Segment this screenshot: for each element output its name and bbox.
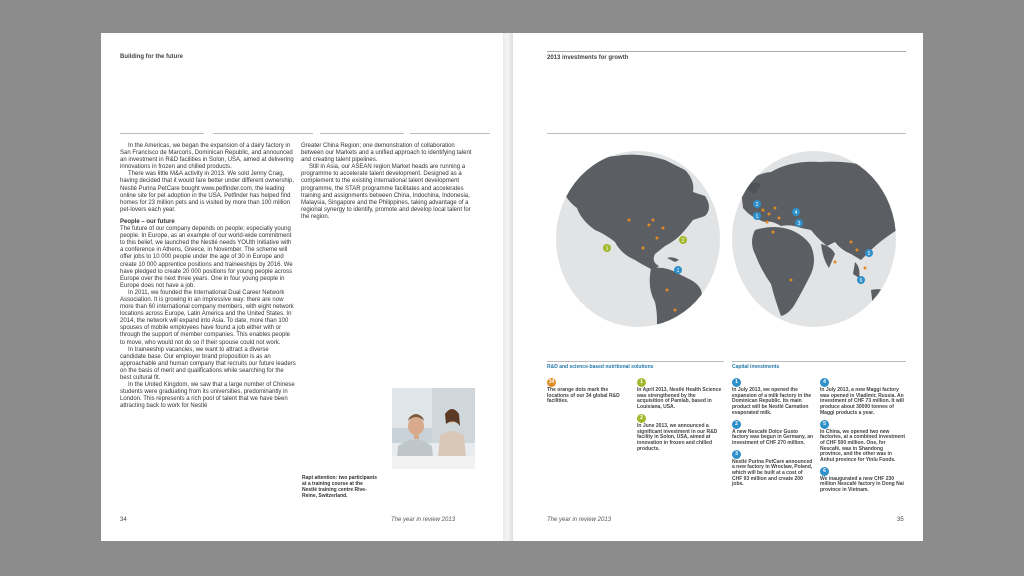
capital-legend-col1 <box>732 378 814 491</box>
svg-text:1: 1 <box>755 214 759 220</box>
legend-text: Nestlé Purina PetCare announced a new factory in Wroclaw, Poland, which will be built at a cost of CHF 93 million and create 200 jobs. <box>732 458 813 488</box>
spine-gutter <box>503 33 513 541</box>
paragraph: In 2011, we founded the International Dual Career Network Association. It is growing in an impressive way: there are now more than 60 international company members, with eight network locations across Europe, Latin America and the United States. In 2014, the network will expand into Asia. To date, more than 100 spouses of mobile employees have found a job either with or through the support of member companies. This enables people to move, who would not do so if their spouse could not work. <box>120 289 294 346</box>
header-rule <box>547 51 906 52</box>
paragraph: Greater China Region; one demonstration of collaboration between our Markets and a unified approach to identifying talent and creating talent pipelines. <box>301 143 472 164</box>
photo-caption: Rapt attention: two participants at a training course at the Nestlé training centre Rive-Reine, Switzerland. <box>302 475 377 499</box>
capital-marker-4: 4 <box>820 378 829 387</box>
svg-text:6: 6 <box>859 278 863 284</box>
paragraph: There was little M&A activity in 2013. We sold Jenny Craig, having decided that it would fare better under different ownership. Nestlé Purina PetCare bought www.petfinder.com, the leading online site for pet adoption in the USA. Petfinder has helped find homes for 23 million pets and is visited by more than 100 million pet-lovers each year. <box>120 171 294 213</box>
paragraph: The future of our company depends on people; especially young people. In Europe, as an example of our world-wide commitment to this belief, we launched the Nestlé needs YOUth Initiative with a conference in Athens, Greece, in November. The scheme will offer jobs to 10 000 people under the age of 30 in Europe and create 10 000 apprentice positions and traineeships by 2016. We have pledged to create 20 000 positions for young people across Europe over the next three years. One in four young people in Europe does not have a job. <box>120 226 293 289</box>
right-page <box>513 33 923 541</box>
paragraph: Still in Asia, our ASEAN region Market heads are running a programme to accelerate talent development. Designed as a complement to the existing international talent development programme, the STAR programme facilitates and accelerates training and assignments between China, Indochina, Indonesia, Malaysia, Singapore and the Philippines, taking advantage of a regional synergy to identify, promote and develop local talent for the region. <box>301 164 471 220</box>
section-rule <box>547 133 906 134</box>
page-number: 34 <box>120 517 127 523</box>
svg-text:5: 5 <box>867 251 871 257</box>
page-header: 2013 investments for growth <box>547 55 629 61</box>
legend-text: In China, we opened two new factories, at a combined investment of CHF 500 million. One, for Nescafé, was in Shandong province, and the other was in Anhui province for Yinlu Foods. <box>820 428 906 464</box>
rd-marker-2: 2 <box>637 414 646 423</box>
rd-count-badge: 34 <box>548 379 555 385</box>
legend-text: In July 2013, we opened the expansion of a milk factory in the Dominican Republic. Its main product will be Nestlé Carnation evaporated milk. <box>732 387 812 416</box>
legend-text: The orange dots mark the locations of our 34 global R&D facilities. <box>547 387 620 405</box>
rd-legend-col2 <box>637 378 723 455</box>
svg-text:3: 3 <box>797 221 801 227</box>
paragraph: In the United Kingdom, we saw that a large number of Chinese students were graduating from its universities, predominantly in London. This represents a rich pool of talent that we have been attracting back to work for Nestlé <box>120 382 295 410</box>
page-header: Building for the future <box>120 54 183 60</box>
capital-marker-5: 5 <box>820 420 829 429</box>
legend-text: In July 2013, a new Maggi factory was opened in Vladimir, Russia. An investment of CHF 73 million. It will produce about 30000 tonnes of Maggi products a year. <box>820 387 904 416</box>
text-column-2 <box>301 143 477 221</box>
legend-text: In April 2013, Nestlé Health Science was strengthened by the acquisition of Pamlab, based in Louisiana, USA. <box>637 387 722 411</box>
capital-legend-col2 <box>820 378 906 497</box>
section-heading: People – our future <box>120 218 175 225</box>
svg-text:2: 2 <box>681 238 685 244</box>
text-column-1 <box>120 143 296 410</box>
svg-text:4: 4 <box>794 210 798 216</box>
svg-text:1: 1 <box>676 268 680 274</box>
running-footer: The year in review 2013 <box>547 517 612 523</box>
column-rules <box>120 133 490 134</box>
eurasia-globe-map <box>731 150 897 328</box>
rd-rule <box>547 361 724 362</box>
paragraph: In traineeship vacancies, we want to attract a diverse candidate base. Our employer brand proposition is as an approachable and human company that recruits our future leaders on the basis of merit and qualifications while searching for the best cultural fit. <box>120 346 296 381</box>
capital-marker-3: 3 <box>732 450 741 459</box>
paragraph: In the Americas, we began the expansion of a dairy factory in San Francisco de Marcoris, Dominican Republic, and announced an investment in R&D facilities in Solon, USA, aimed at delivering innovations in frozen and chilled products. <box>120 143 294 171</box>
left-page <box>101 33 503 541</box>
capital-marker-6: 6 <box>820 467 829 476</box>
rd-marker-1: 1 <box>637 378 646 387</box>
americas-globe-map <box>555 150 721 328</box>
svg-text:1: 1 <box>605 246 609 252</box>
page-number: 35 <box>897 517 904 523</box>
rd-section-title: R&D and science-based nutritional solutions <box>547 364 654 370</box>
svg-text:2: 2 <box>755 202 759 208</box>
legend-text: We inaugurated a new CHF 230 million Nescafé factory in Dong Nai province in Vietnam. <box>820 475 904 494</box>
capital-marker-1: 1 <box>732 378 741 387</box>
rd-legend-col1 <box>547 378 625 408</box>
capital-rule <box>732 361 906 362</box>
capital-section-title: Capital investments <box>732 364 780 370</box>
legend-text: In June 2013, we announced a significant investment in our R&D facility in Solon, USA, aimed at innovation in frozen and chilled products. <box>637 422 718 452</box>
legend-text: A new Nescafé Dolce Gusto factory was begun in Germany, an investment of CHF 270 million. <box>732 428 814 446</box>
capital-marker-2: 2 <box>732 420 741 429</box>
running-footer: The year in review 2013 <box>391 517 456 523</box>
training-photo <box>392 388 475 469</box>
